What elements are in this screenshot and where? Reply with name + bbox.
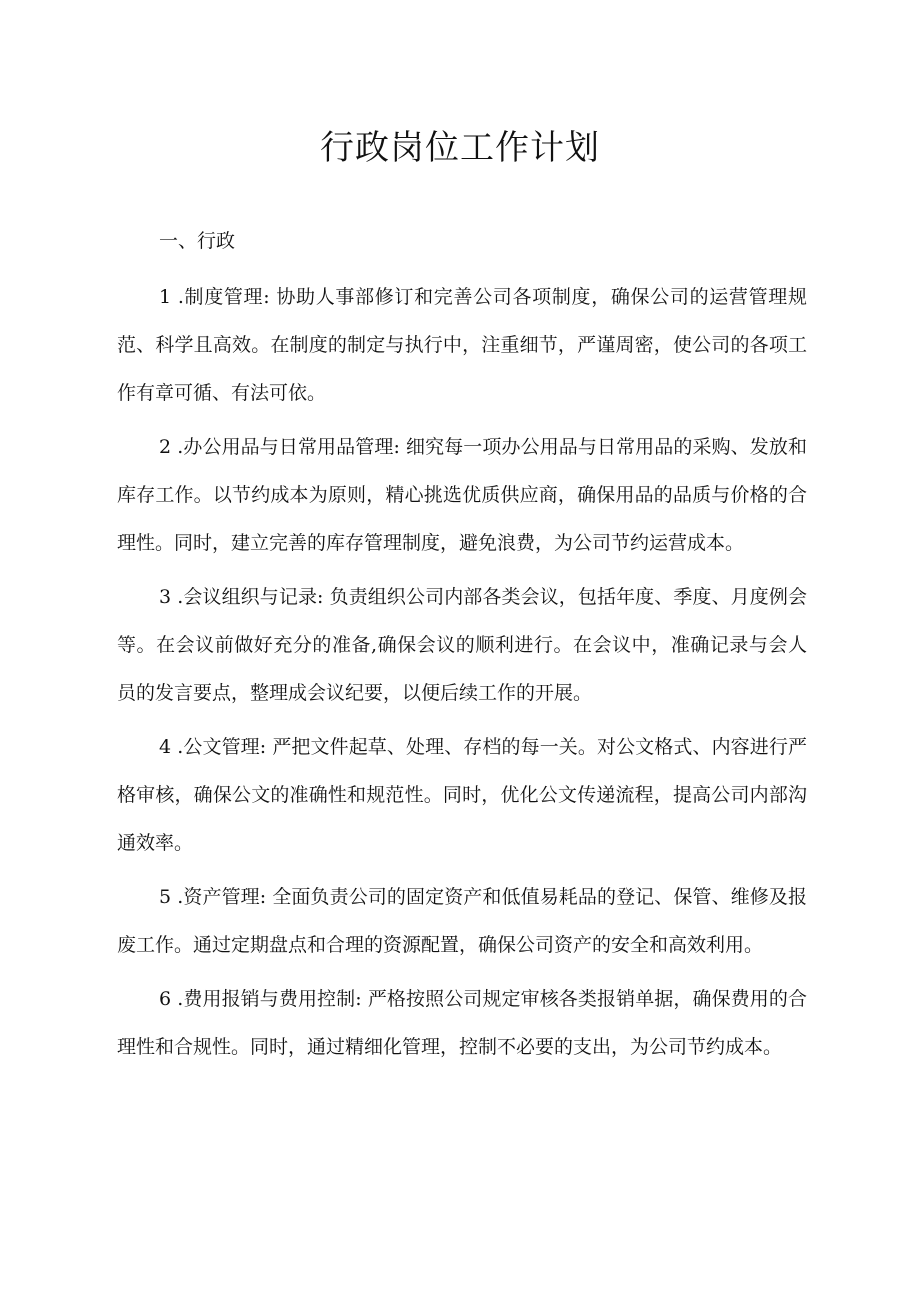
item-lead: .办公用品与日常用品管理: — [177, 436, 400, 458]
item-number: 6 — [159, 988, 172, 1010]
paragraph-item-4 — [117, 723, 807, 867]
item-number: 2 — [159, 436, 172, 458]
item-text: 细究每一项办公用品与日常用品的采购、发放和库存工作。以节约成本为原则，精心挑选优质供应商，确保用品的品质与价格的合理性。同时，建立完善的库存管理制度，避免浪费，为公司节约运营成本。 — [117, 436, 807, 554]
item-text: 严把文件起草、处理、存档的每一关。对公文格式、内容进行严格审核，确保公文的准确性和规范性。同时，优化公文传递流程，提高公司内部沟通效率。 — [117, 736, 807, 854]
item-lead: .会议组织与记录: — [177, 586, 324, 608]
paragraph-item-5 — [117, 873, 807, 969]
item-text: 全面负责公司的固定资产和低值易耗品的登记、保管、维修及报废工作。通过定期盘点和合理的资源配置，确保公司资产的安全和高效利用。 — [117, 886, 807, 956]
item-lead: .制度管理: — [177, 286, 270, 308]
paragraph-item-1 — [117, 273, 807, 417]
item-text: 负责组织公司内部各类会议，包括年度、季度、月度例会等。在会议前做好充分的准备,确保会议的顺利进行。在会议中，准确记录与会人员的发言要点，整理成会议纪要，以便后续工作的开展。 — [117, 586, 807, 704]
paragraph-item-2 — [117, 423, 807, 567]
page-title: 行政岗位工作计划 — [320, 128, 600, 168]
item-text: 协助人事部修订和完善公司各项制度，确保公司的运营管理规范、科学且高效。在制度的制定与执行中，注重细节，严谨周密，使公司的各项工作有章可循、有法可依。 — [117, 286, 807, 404]
item-lead: .公文管理: — [177, 736, 267, 758]
item-number: 1 — [159, 286, 172, 308]
item-lead: .费用报销与费用控制: — [177, 988, 362, 1010]
section-heading: 一、行政 — [159, 230, 236, 252]
item-number: 5 — [159, 886, 172, 908]
document-body — [117, 218, 807, 1071]
paragraph-item-6 — [117, 975, 807, 1071]
item-text: 严格按照公司规定审核各类报销单据，确保费用的合理性和合规性。同时，通过精细化管理，控制不必要的支出，为公司节约成本。 — [117, 988, 807, 1058]
item-lead: .资产管理: — [177, 886, 267, 908]
item-number: 3 — [159, 586, 172, 608]
item-number: 4 — [159, 736, 172, 758]
paragraph-item-3 — [117, 573, 807, 717]
